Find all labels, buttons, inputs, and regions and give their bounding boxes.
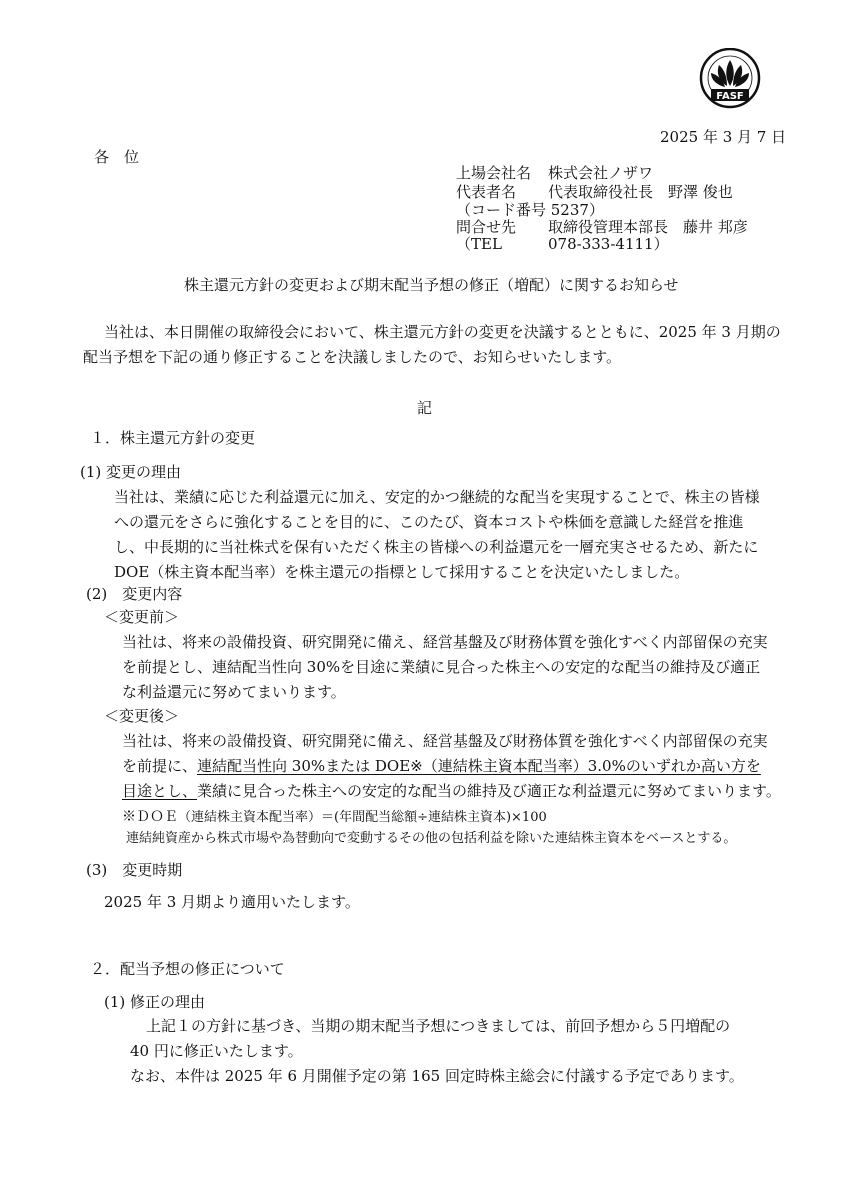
fasf-logo: [697, 48, 763, 118]
logo-text: FASF: [716, 91, 744, 102]
before-line-2: を前提とし、連結配当性向 30%を目途に業績に見合った株主への安定的な配当の維持及び適正: [122, 658, 761, 676]
section1-sub2-heading: (2) 変更内容: [86, 585, 183, 603]
doe-formula-note: [122, 806, 547, 827]
section2-sub1-line-1: 上記１の方針に基づき、当期の期末配当予想につきましては、前回予想から５円増配の: [146, 1017, 731, 1035]
document-date: 2025 年 3 月 7 日: [660, 128, 787, 146]
intro-line-1: 当社は、本日開催の取締役会において、株主還元方針の変更を決議するとともに、2025 年 3 月期の: [104, 323, 781, 341]
section1-sub1-line-3: し、中長期的に当社株式を保有いただく株主の皆様への利益還元を一層充実させるため、新たに: [114, 538, 759, 556]
section2-sub1-line-3: なお、本件は 2025 年 6 月開催予定の第 165 回定時株主総会に付議する予定であります。: [130, 1067, 744, 1085]
after-line-2: [122, 756, 761, 776]
section1-sub1-heading: (1) 変更の理由: [80, 463, 182, 481]
intro-line-2: 配当予想を下記の通り修正することを決議しましたので、お知らせいたします。: [83, 348, 622, 366]
before-line-3: な利益還元に努めてまいります。: [122, 683, 346, 701]
after-line-3: [122, 781, 781, 801]
after-line-3-suffix: 業績に見合った株主への安定的な配当の維持及び適正な利益還元に努めてまいります。: [197, 782, 781, 800]
section1-sub1-line-2: への還元をさらに強化することを目的に、このたび、資本コストや株価を意識した経営を推進: [114, 513, 744, 531]
after-line-2-prefix: を前提に、: [122, 757, 198, 775]
after-change-label: ＜変更後＞: [104, 707, 180, 725]
contact-value: 取締役管理本部長 藤井 邦彦: [548, 218, 748, 236]
section1-heading: １．株主還元方針の変更: [90, 429, 256, 447]
company-value: 株式会社ノザワ: [548, 164, 654, 182]
after-line-1: 当社は、将来の設備投資、研究開発に備え、経営基盤及び財務体質を強化すべく内部留保の充実: [122, 732, 768, 750]
section1-sub3-text: 2025 年 3 月期より適用いたします。: [104, 893, 360, 911]
recipient: 各 位: [94, 148, 140, 166]
representative-value: 代表取締役社長 野澤 俊也: [548, 183, 733, 201]
code-row: （コード番号 5237）: [456, 201, 604, 219]
doe-note-formula: （連結株主資本配当率）＝(年間配当総額÷連結株主資本)×100: [178, 810, 547, 825]
company-name-row: [456, 163, 653, 183]
ki-heading: 記: [417, 399, 433, 417]
representative-label: 代表者名: [456, 183, 517, 201]
tel-value: 078-333-4111）: [548, 235, 669, 253]
tel-row: [456, 234, 669, 254]
after-line-2-underlined: 連結配当性向 30%または DOE※（連結株主資本配当率）3.0%のいずれか高い方を: [197, 757, 761, 775]
section2-sub1-heading: (1) 修正の理由: [104, 993, 206, 1011]
doe-note-mark: ※ＤＯＥ: [122, 809, 178, 825]
before-change-label: ＜変更前＞: [104, 608, 180, 626]
company-label: 上場会社名: [456, 164, 532, 182]
before-line-1: 当社は、将来の設備投資、研究開発に備え、経営基盤及び財務体質を強化すべく内部留保の充実: [122, 633, 768, 651]
document-title: 株主還元方針の変更および期末配当予想の修正（増配）に関するお知らせ: [184, 276, 679, 294]
section2-sub1-line-2: 40 円に修正いたします。: [130, 1042, 303, 1060]
doe-definition-note: 連結純資産から株式市場や為替動向で変動するその他の包括利益を除いた連結株主資本をベースとする。: [126, 831, 737, 846]
section1-sub1-line-4: DOE（株主資本配当率）を株主還元の指標として採用することを決定いたしました。: [114, 563, 690, 581]
section1-sub1-line-1: 当社は、業績に応じた利益還元に加え、安定的かつ継続的な配当を実現することで、株主の皆様: [114, 488, 760, 506]
fasf-logo-graphic: [697, 48, 763, 118]
section2-heading: ２．配当予想の修正について: [90, 960, 285, 978]
representative-row: [456, 182, 733, 202]
after-line-3-underlined: 目途とし、: [122, 782, 198, 800]
section1-sub3-heading: (3) 変更時期: [86, 861, 183, 879]
contact-label: 問合せ先: [456, 218, 517, 236]
tel-label: （TEL: [456, 235, 502, 253]
